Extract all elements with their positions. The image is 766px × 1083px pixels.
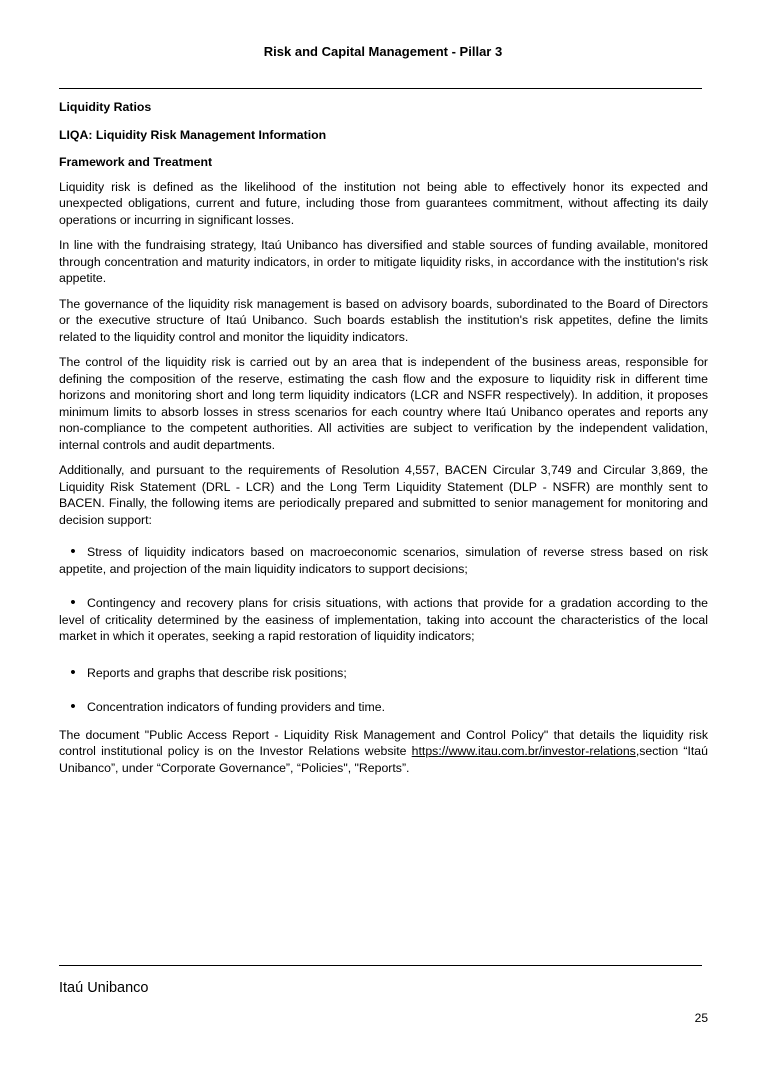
- page-header-title: Risk and Capital Management - Pillar 3: [263, 44, 503, 59]
- bullet-dot: •: [70, 543, 76, 560]
- paragraph-governance: The governance of the liquidity risk management is based on advisory boards, subordinated to the Board of Directors or the executive structure of Itaú Unibanco. Such boards establish the institution's risk appetites, define the limits related to the liquidity control and monitor the liquidity indicators.: [59, 296, 708, 344]
- document-body: [59, 99, 708, 785]
- bullet-dot: •: [70, 594, 76, 611]
- bullet-text: Stress of liquidity indicators based on macroeconomic scenarios, simulation of reverse stress based on risk appetite, and projection of the main liquidity indicators to support decisions;: [59, 545, 708, 576]
- framework-heading: Framework and Treatment: [59, 155, 213, 169]
- page-number: 25: [694, 1011, 708, 1025]
- policy-text: The document "Public Access Report - Liquidity Risk Management and Control Policy" that details the liquidity risk control institutional policy is on the Investor Relations website: [59, 727, 708, 758]
- investor-relations-link[interactable]: https://www.itau.com.br/investor-relations: [411, 744, 636, 758]
- bullet-item: [59, 665, 708, 682]
- bullet-dot: •: [70, 663, 76, 681]
- policy-text-suffix: ,section “Itaú Unibanco”, under “Corporate Governance”, “Policies", "Reports”.: [59, 744, 708, 775]
- bullet-text: Reports and graphs that describe risk positions;: [87, 665, 347, 680]
- bullet-text: Contingency and recovery plans for crisis situations, with actions that provide for a gradation according to the level of criticality determined by the easiness of implementation, taking into account the characteristics of the local market in which it operates, seeking a rapid restoration of liquidity indicators;: [59, 596, 708, 643]
- paragraph-requirements: Additionally, and pursuant to the requirements of Resolution 4,557, BACEN Circular 3,749 and Circular 3,869, the Liquidity Risk Statement (DRL - LCR) and the Long Term Liquidity Statement (DLP - NSFR) are monthly sent to BACEN. Finally, the following items are periodically prepared and submitted to senior management for monitoring and decision support:: [59, 463, 708, 527]
- bullet-text: Concentration indicators of funding providers and time.: [87, 700, 386, 714]
- bullet-item: [59, 699, 708, 716]
- bullet-item: [59, 595, 708, 645]
- footer-company-name: Itaú Unibanco: [59, 980, 149, 996]
- subsection-heading: LIQA: Liquidity Risk Management Information: [59, 127, 327, 142]
- section-heading: Liquidity Ratios: [59, 100, 152, 114]
- header-rule: [59, 88, 702, 89]
- paragraph-policy-reference: [59, 727, 708, 777]
- paragraph-fundraising: In line with the fundraising strategy, Itaú Unibanco has diversified and stable sources of funding available, monitored through concentration and maturity indicators, in order to mitigate liquidity risks, in accordance with the institution's risk appetite.: [59, 238, 708, 285]
- paragraph-control: The control of the liquidity risk is carried out by an area that is independent of the business areas, responsible for defining the composition of the reserve, estimating the cash flow and the exposure to liquidity risk in different time horizons and monitoring short and long term liquidity indicators (LCR and NSFR respectively). In addition, it proposes minimum limits to absorb losses in stress scenarios for each country where Itaú Unibanco operates and reports any non-compliance to the competent authorities. All activities are subject to verification by the independent validation, internal controls and audit departments.: [59, 355, 708, 452]
- paragraph-definition: Liquidity risk is defined as the likelihood of the institution not being able to effectively honor its expected and unexpected obligations, current and future, including those from guarantees commitment, without affecting its daily operations or incurring in significant losses.: [59, 179, 708, 227]
- bullet-item: [59, 544, 708, 577]
- footer-rule: [59, 965, 702, 966]
- bullet-dot: •: [70, 698, 76, 715]
